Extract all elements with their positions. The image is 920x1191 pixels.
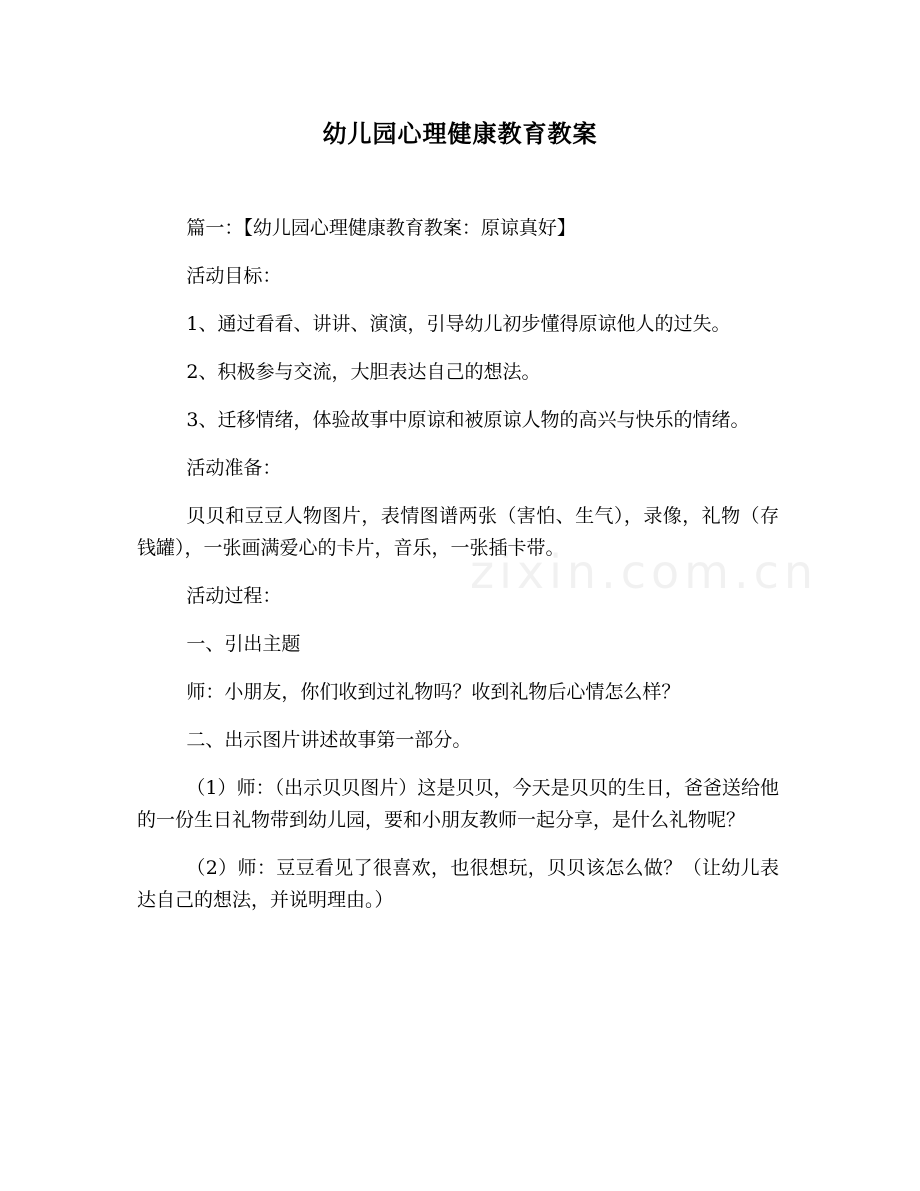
prep-paragraph: 贝贝和豆豆人物图片，表情图谱两张（害怕、生气），录像，礼物（存钱罐），一张画满爱心的卡片，音乐，一张插卡带。 <box>137 505 779 559</box>
goal-item: 2、积极参与交流，大胆表达自己的想法。 <box>186 361 541 383</box>
body-paragraph: （1）师：（出示贝贝图片）这是贝贝，今天是贝贝的生日，爸爸送给他的一份生日礼物带到幼儿园，要和小朋友教师一起分享，是什么礼物呢？ <box>137 777 779 831</box>
step-heading: 一、引出主题 <box>186 633 301 655</box>
goal-item: 3、迁移情绪，体验故事中原谅和被原谅人物的高兴与快乐的情绪。 <box>186 409 750 431</box>
activity-goals-heading: 活动目标： <box>186 265 282 287</box>
body-paragraph: （2）师：豆豆看见了很喜欢，也很想玩，贝贝该怎么做？（让幼儿表达自己的想法，并说明理由。） <box>137 857 779 911</box>
activity-prep-heading: 活动准备： <box>186 457 282 479</box>
document-body <box>137 212 779 932</box>
step-heading: 二、出示图片讲述故事第一部分。 <box>186 729 472 751</box>
document-title: 幼儿园心理健康教育教案 <box>322 120 598 148</box>
goal-item: 1、通过看看、讲讲、演演，引导幼儿初步懂得原谅他人的过失。 <box>186 313 731 335</box>
body-paragraph: 师：小朋友，你们收到过礼物吗？收到礼物后心情怎么样？ <box>186 681 681 703</box>
activity-process-heading: 活动过程： <box>186 585 282 607</box>
watermark: zixin.com.cn <box>470 545 819 599</box>
section-heading: 篇一：【幼儿园心理健康教育教案：原谅真好】 <box>186 217 576 239</box>
